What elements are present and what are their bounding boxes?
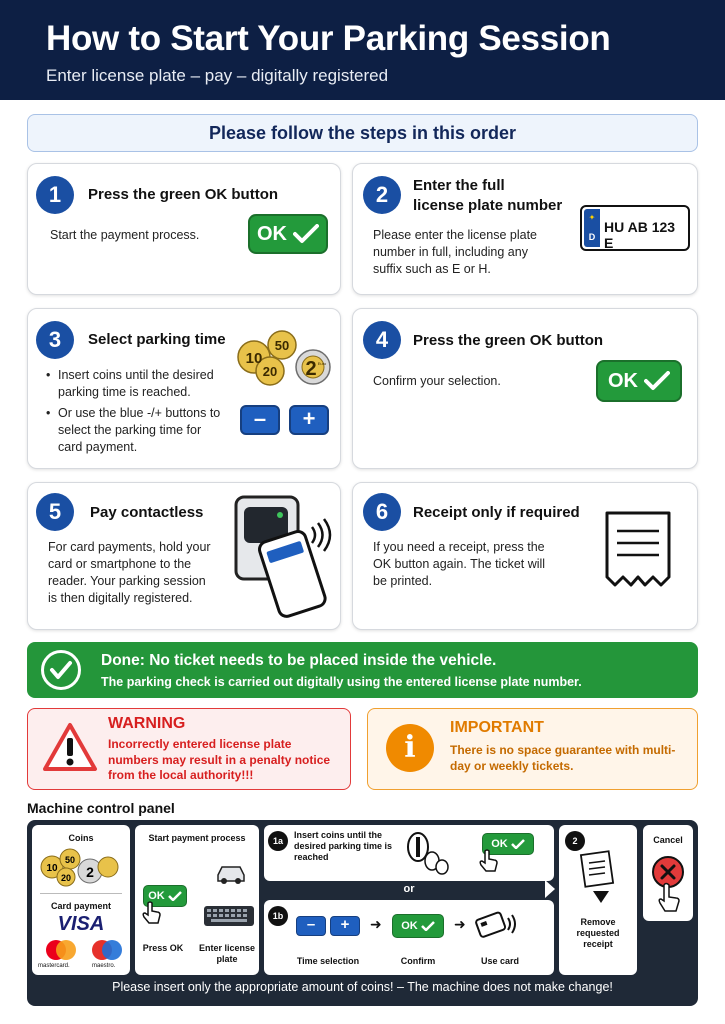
start-payment-panel	[135, 825, 259, 975]
cancel-x-button-icon	[651, 855, 685, 913]
card-payment-label: Card payment	[50, 901, 112, 911]
machine-panel-title: Machine control panel	[27, 800, 175, 816]
info-icon: i	[386, 724, 434, 772]
warning-box	[27, 708, 351, 790]
arrow-right-icon: ➜	[370, 916, 382, 932]
hand-pointer-icon	[141, 901, 163, 925]
receipt-icon	[603, 509, 673, 589]
ok-label: OK	[491, 838, 508, 850]
step-title-5: Pay contactless	[90, 504, 204, 521]
machine-control-panel	[27, 820, 698, 1006]
ok-label: OK	[608, 369, 638, 392]
maestro-logo-icon	[90, 939, 124, 961]
step-number-2: 2	[363, 176, 401, 214]
warning-text: Incorrectly entered license plate numbers may result in a penalty notice from the local authority!!!	[108, 737, 331, 782]
mastercard-logo-icon	[44, 939, 78, 961]
maestro-text: maestro.	[92, 963, 116, 969]
ok-label: OK	[401, 920, 418, 932]
coin-label: 50	[64, 855, 76, 865]
insert-coins-label: Insert coins until the desired parking time is reached	[294, 830, 393, 862]
coins-icon	[40, 847, 122, 887]
keyboard-icon	[203, 905, 255, 927]
coins-label: Coins	[68, 833, 94, 843]
coins-icon	[234, 329, 334, 391]
important-text: There is no space guarantee with multi-day or weekly tickets.	[450, 743, 676, 773]
bullet-item: • Insert coins until the desired parking time is reached.	[46, 367, 226, 401]
license-plate-illustration	[580, 205, 690, 251]
step-text-1: Start the payment process.	[50, 228, 200, 242]
contactless-card-reader-icon	[232, 493, 338, 619]
step-text-4: Confirm your selection.	[373, 374, 501, 388]
coin-label: 20	[262, 364, 278, 379]
checkmark-icon	[421, 921, 435, 931]
start-payment-label: Start payment process	[148, 833, 246, 843]
step-number-1: 1	[36, 176, 74, 214]
step-text-2: Please enter the license plate number in full, including any suffix such as E or H.	[373, 228, 537, 276]
step-title-4: Press the green OK button	[413, 332, 604, 349]
step-number-3: 3	[36, 321, 74, 359]
step-card-4	[352, 308, 698, 469]
divider	[40, 893, 122, 894]
use-card-label: Use card	[480, 956, 520, 966]
step-title-3: Select parking time	[88, 331, 226, 348]
checkmark-icon	[644, 371, 670, 391]
coin-slot-icon	[402, 829, 450, 875]
press-ok-label: Press OK	[142, 943, 184, 953]
hand-pointer-icon	[478, 849, 500, 873]
warning-triangle-icon	[42, 721, 98, 773]
step-1b-panel	[264, 900, 554, 975]
step-1a-panel	[264, 825, 554, 881]
ok-button-illustration	[248, 214, 328, 254]
plus-button-illustration: +	[330, 916, 360, 936]
plus-button-illustration: +	[289, 405, 329, 435]
coin-label: 50	[274, 338, 290, 353]
cancel-panel	[643, 825, 693, 921]
step-title-2-line2: license plate number	[413, 197, 563, 214]
header	[0, 0, 725, 100]
coin-unit: Euro	[317, 361, 327, 366]
bullet-item: • Or use the blue -/+ buttons to select the parking time for card payment.	[46, 405, 226, 456]
contactless-card-icon	[474, 908, 518, 942]
plate-text: HU AB 123 E	[604, 219, 676, 251]
step-title-2	[413, 176, 562, 216]
enter-plate-label: Enter license plate	[198, 943, 256, 964]
step-card-1	[27, 163, 341, 295]
step-number-4: 4	[363, 321, 401, 359]
order-banner: Please follow the steps in this order	[27, 114, 698, 152]
remove-receipt-label: Remove requested receipt	[576, 917, 620, 949]
page-subtitle: Enter license plate – pay – digitally registered	[46, 66, 389, 85]
important-title: IMPORTANT	[450, 719, 544, 736]
cancel-label: Cancel	[653, 835, 683, 845]
coin-label: 20	[60, 873, 72, 883]
page-title: How to Start Your Parking Session	[46, 19, 611, 58]
mastercard-text: mastercard.	[38, 963, 70, 969]
step-1a-number: 1a	[268, 831, 288, 851]
time-selection-label: Time selection	[296, 956, 360, 966]
arrow-right-icon	[545, 880, 555, 898]
ok-button-illustration	[392, 914, 444, 938]
check-circle-icon	[41, 650, 81, 690]
ok-button-illustration	[596, 360, 682, 402]
step-number-6: 6	[363, 493, 401, 531]
arrow-right-icon: ➜	[454, 916, 466, 932]
coin-label: 10	[46, 863, 58, 874]
coin-label: 2	[305, 358, 317, 380]
step-card-3	[27, 308, 341, 469]
coin-label: 10	[245, 350, 263, 367]
confirm-label: Confirm	[400, 956, 436, 966]
warning-title: WARNING	[108, 715, 186, 732]
step-bullets-3	[46, 367, 226, 460]
checkmark-icon	[511, 839, 525, 849]
step-card-6	[352, 482, 698, 630]
done-text: The parking check is carried out digitally using the entered license plate number.	[101, 675, 582, 689]
or-separator: or	[403, 883, 415, 895]
receipt-panel	[559, 825, 637, 975]
step-1b-number: 1b	[268, 906, 288, 926]
checkmark-icon	[293, 224, 319, 244]
step-number-5: 5	[36, 493, 74, 531]
step-text-5: For card payments, hold your card or smartphone to the reader. Your parking session is then digitally registered.	[48, 540, 211, 605]
done-title: Done: No ticket needs to be placed inside the vehicle.	[101, 652, 497, 669]
eu-flag-icon: ✦ D	[584, 209, 600, 247]
minus-button-illustration: –	[240, 405, 280, 435]
coin-label: 2	[86, 864, 94, 880]
done-banner	[27, 642, 698, 698]
step-card-5	[27, 482, 341, 630]
receipt-print-icon	[579, 847, 619, 907]
machine-panel-footer: Please insert only the appropriate amount of coins! – The machine does not make change!	[112, 980, 613, 994]
step-text-6: If you need a receipt, press the OK button again. The ticket will be printed.	[373, 540, 546, 588]
important-box	[367, 708, 698, 790]
ok-label: OK	[257, 222, 287, 245]
step-title-1: Press the green OK button	[88, 186, 279, 203]
ok-label: OK	[148, 890, 165, 902]
checkmark-icon	[168, 891, 182, 901]
visa-logo: VISA	[57, 913, 105, 935]
minus-button-illustration: –	[296, 916, 326, 936]
step-2-number: 2	[565, 831, 585, 851]
car-icon	[215, 861, 247, 885]
payment-methods-panel	[32, 825, 130, 975]
step-title-6: Receipt only if required	[413, 504, 580, 521]
plate-country: D	[588, 232, 596, 242]
step-title-2-line1: Enter the full	[413, 177, 505, 194]
